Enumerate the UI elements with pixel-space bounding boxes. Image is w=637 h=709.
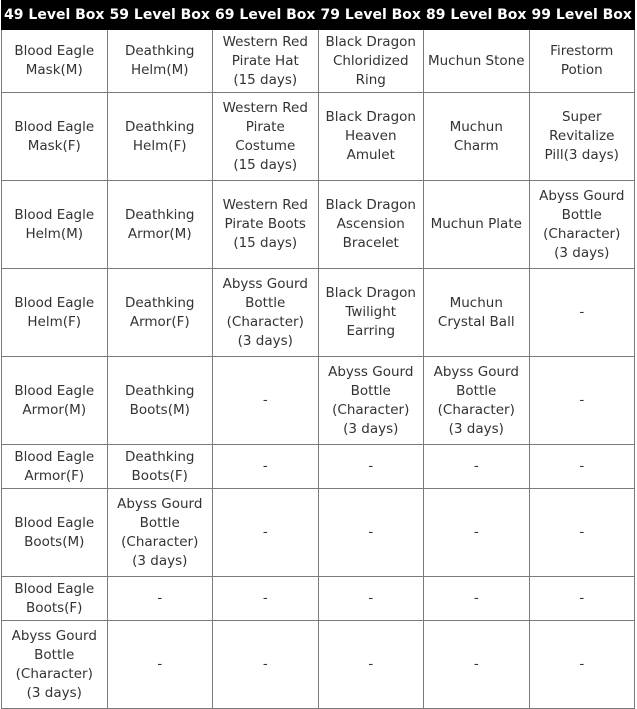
table-cell: -	[529, 621, 635, 709]
table-row	[2, 577, 635, 621]
table-cell: -	[529, 577, 635, 621]
header-cell: 69 Level Box	[213, 1, 319, 30]
table-cell: Blood Eagle Boots(F)	[2, 577, 108, 621]
table-cell: -	[318, 621, 424, 709]
table-cell: -	[529, 489, 635, 577]
table-cell: Blood Eagle Armor(F)	[2, 445, 108, 489]
table-cell: -	[529, 269, 635, 357]
table-cell: Blood Eagle Armor(M)	[2, 357, 108, 445]
table-cell: Western Red Pirate Costume (15 days)	[213, 93, 319, 181]
table-cell: -	[424, 577, 530, 621]
table-row	[2, 93, 635, 181]
table-row	[2, 489, 635, 577]
header-row	[2, 1, 635, 30]
table-cell: Abyss Gourd Bottle (Character) (3 days)	[424, 357, 530, 445]
table-cell: Blood Eagle Helm(F)	[2, 269, 108, 357]
table-cell: Muchun Stone	[424, 30, 530, 93]
table-cell: Abyss Gourd Bottle (Character) (3 days)	[318, 357, 424, 445]
table-cell: Deathking Boots(F)	[107, 445, 213, 489]
header-cell: 89 Level Box	[424, 1, 530, 30]
table-cell: -	[213, 621, 319, 709]
table-cell: Black Dragon Chloridized Ring	[318, 30, 424, 93]
table-cell: -	[424, 489, 530, 577]
table-cell: Abyss Gourd Bottle (Character) (3 days)	[2, 621, 108, 709]
table-cell: Blood Eagle Mask(M)	[2, 30, 108, 93]
table-cell: Blood Eagle Mask(F)	[2, 93, 108, 181]
table-cell: Black Dragon Heaven Amulet	[318, 93, 424, 181]
header-cell: 79 Level Box	[318, 1, 424, 30]
table-cell: Deathking Helm(M)	[107, 30, 213, 93]
table-cell: -	[529, 357, 635, 445]
table-cell: Muchun Crystal Ball	[424, 269, 530, 357]
table-cell: Deathking Armor(F)	[107, 269, 213, 357]
level-box-rewards-table	[1, 0, 635, 709]
table-cell: Blood Eagle Boots(M)	[2, 489, 108, 577]
table-cell: -	[318, 577, 424, 621]
table-row	[2, 30, 635, 93]
table-cell: -	[424, 621, 530, 709]
table-cell: Super Revitalize Pill(3 days)	[529, 93, 635, 181]
header-cell: 59 Level Box	[107, 1, 213, 30]
table-cell: -	[213, 489, 319, 577]
table-cell: Muchun Plate	[424, 181, 530, 269]
table-cell: -	[213, 577, 319, 621]
table-cell: Blood Eagle Helm(M)	[2, 181, 108, 269]
table-cell: Firestorm Potion	[529, 30, 635, 93]
table-cell: Abyss Gourd Bottle (Character) (3 days)	[213, 269, 319, 357]
table-cell: Deathking Helm(F)	[107, 93, 213, 181]
header-cell: 99 Level Box	[529, 1, 635, 30]
table-cell: Deathking Armor(M)	[107, 181, 213, 269]
table-cell: -	[529, 445, 635, 489]
table-cell: -	[107, 621, 213, 709]
table-row	[2, 269, 635, 357]
table-cell: Black Dragon Twilight Earring	[318, 269, 424, 357]
table-row	[2, 181, 635, 269]
table-cell: -	[318, 489, 424, 577]
table-cell: Abyss Gourd Bottle (Character) (3 days)	[107, 489, 213, 577]
table-cell: Abyss Gourd Bottle (Character) (3 days)	[529, 181, 635, 269]
table-cell: Western Red Pirate Boots (15 days)	[213, 181, 319, 269]
table-cell: Black Dragon Ascension Bracelet	[318, 181, 424, 269]
table-row	[2, 357, 635, 445]
table-cell: Western Red Pirate Hat (15 days)	[213, 30, 319, 93]
table-row	[2, 621, 635, 709]
table-cell: -	[107, 577, 213, 621]
table-cell: Muchun Charm	[424, 93, 530, 181]
table-cell: -	[318, 445, 424, 489]
table-cell: -	[213, 357, 319, 445]
table-row	[2, 445, 635, 489]
table-cell: -	[213, 445, 319, 489]
header-cell: 49 Level Box	[2, 1, 108, 30]
table-cell: Deathking Boots(M)	[107, 357, 213, 445]
table-cell: -	[424, 445, 530, 489]
